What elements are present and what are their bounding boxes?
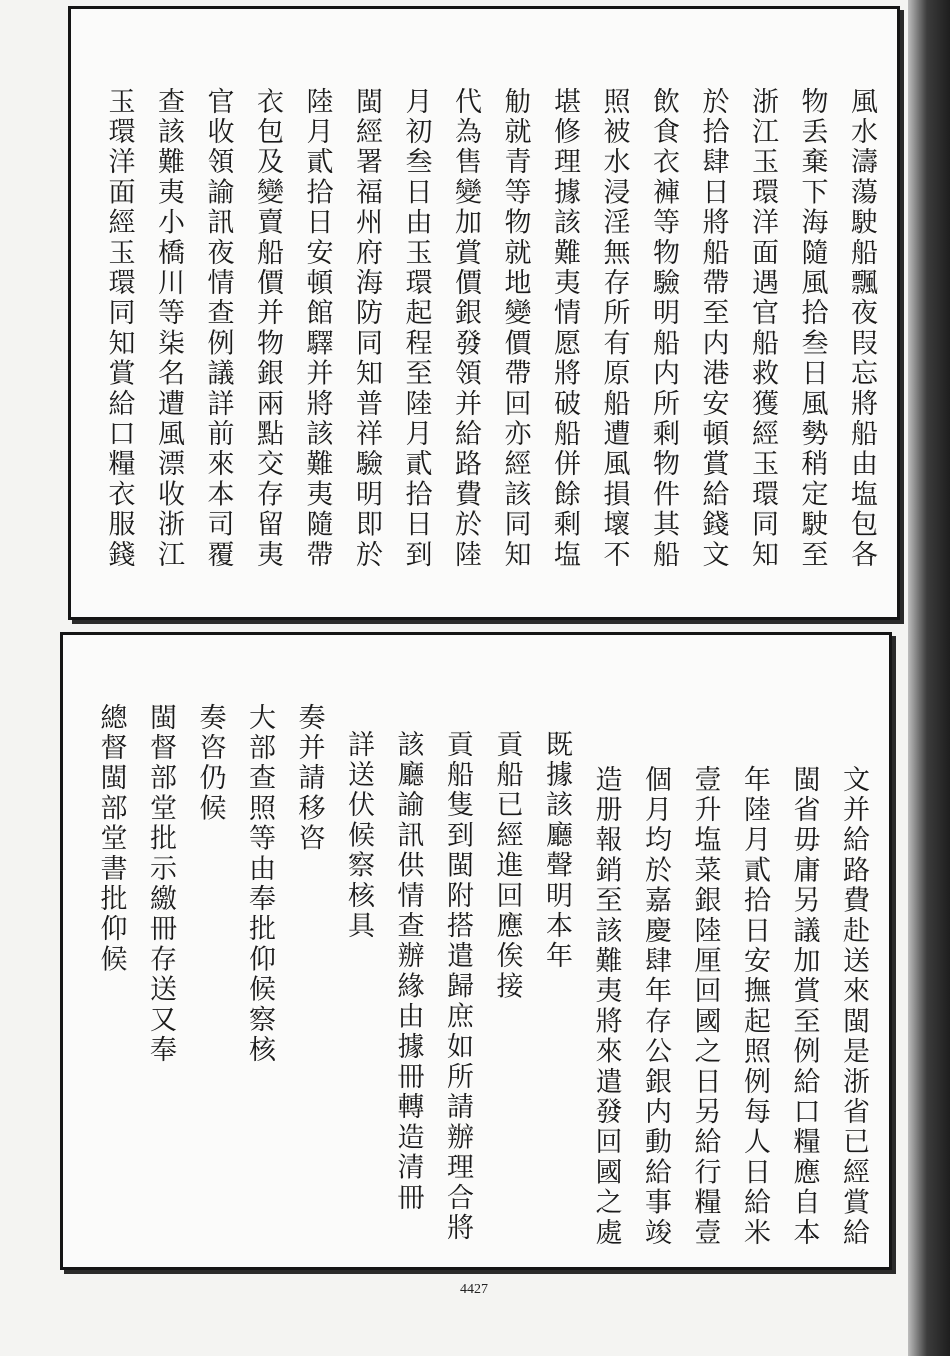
text-column: 總督閩部堂書批仰候 bbox=[95, 703, 127, 975]
bottom-text-columns bbox=[63, 635, 889, 1267]
text-column: 玉環洋面經玉環同知賞給口糧衣服錢 bbox=[103, 87, 135, 571]
text-column: 觔就青等物就地變價帶回亦經該同知 bbox=[499, 87, 531, 571]
text-column: 官收領諭訊夜情查例議詳前來本司覆 bbox=[202, 87, 234, 571]
binding-shadow bbox=[908, 0, 950, 1356]
text-column: 貢船隻到閩附搭遣歸庶如所請辦理合將 bbox=[442, 730, 473, 1244]
text-column: 查該難夷小橋川等柒名遭風漂收浙江 bbox=[153, 87, 184, 571]
text-column: 堪修理據該難夷情愿將破船併餘剩塩 bbox=[549, 87, 580, 571]
text-column: 奏咨仍候 bbox=[194, 703, 226, 824]
text-column: 個月均於嘉慶肆年存公銀内動給事竣 bbox=[640, 765, 671, 1249]
text-column: 奏并請移咨 bbox=[293, 703, 325, 854]
text-column: 風水濤蕩駛船飄夜叚忘將船由塩包各 bbox=[846, 87, 877, 571]
text-column: 陸月貳拾日安頓館驛并將該難夷隨帶 bbox=[301, 87, 333, 571]
text-column: 代為售變加賞價銀發領并給路費於陸 bbox=[450, 87, 481, 571]
text-column: 浙江玉環洋面遇官船救獲經玉環同知 bbox=[747, 87, 778, 571]
text-column: 文并給路費赴送來閩是浙省已經賞給 bbox=[838, 765, 869, 1249]
text-column: 月初叁日由玉環起程至陸月貳拾日到 bbox=[400, 87, 432, 571]
top-text-columns bbox=[71, 9, 897, 617]
page-number: 4427 bbox=[460, 1282, 488, 1297]
text-column: 該廳諭訊供情查辦緣由據冊轉造清冊 bbox=[392, 730, 424, 1214]
text-column: 年陸月貳拾日安撫起照例每人日給米 bbox=[739, 765, 770, 1249]
text-column: 閩省毋庸另議加賞至例給口糧應自本 bbox=[788, 765, 820, 1249]
text-column: 貢船已經進回應俟接 bbox=[491, 730, 523, 1002]
text-column: 物丢棄下海隨風拾叁日風勢稍定駛至 bbox=[796, 87, 828, 571]
text-column: 飲食衣褲等物驗明船内所剩物件其船 bbox=[648, 87, 679, 571]
text-column: 壹升塩菜銀陸厘回國之日另給行糧壹 bbox=[689, 765, 721, 1249]
text-column: 既據該廳聲明本年 bbox=[541, 730, 572, 972]
bottom-text-panel bbox=[60, 632, 892, 1270]
text-column: 於拾肆日將船帶至内港安頓賞給錢文 bbox=[697, 87, 729, 571]
text-column: 造册報銷至該難夷將來遣發回國之處 bbox=[590, 765, 622, 1249]
text-column: 詳送伏候察核具 bbox=[343, 730, 374, 942]
text-column: 大部查照等由奉批仰候察核 bbox=[244, 703, 275, 1066]
text-column: 照被水浸淫無存所有原船遭風損壞不 bbox=[598, 87, 630, 571]
text-column: 閩督部堂批示繳冊存送又奉 bbox=[145, 703, 176, 1066]
text-column: 衣包及變賣船價并物銀兩點交存留夷 bbox=[252, 87, 283, 571]
top-text-panel bbox=[68, 6, 900, 620]
text-column: 閩經署福州府海防同知普祥驗明即於 bbox=[351, 87, 382, 571]
